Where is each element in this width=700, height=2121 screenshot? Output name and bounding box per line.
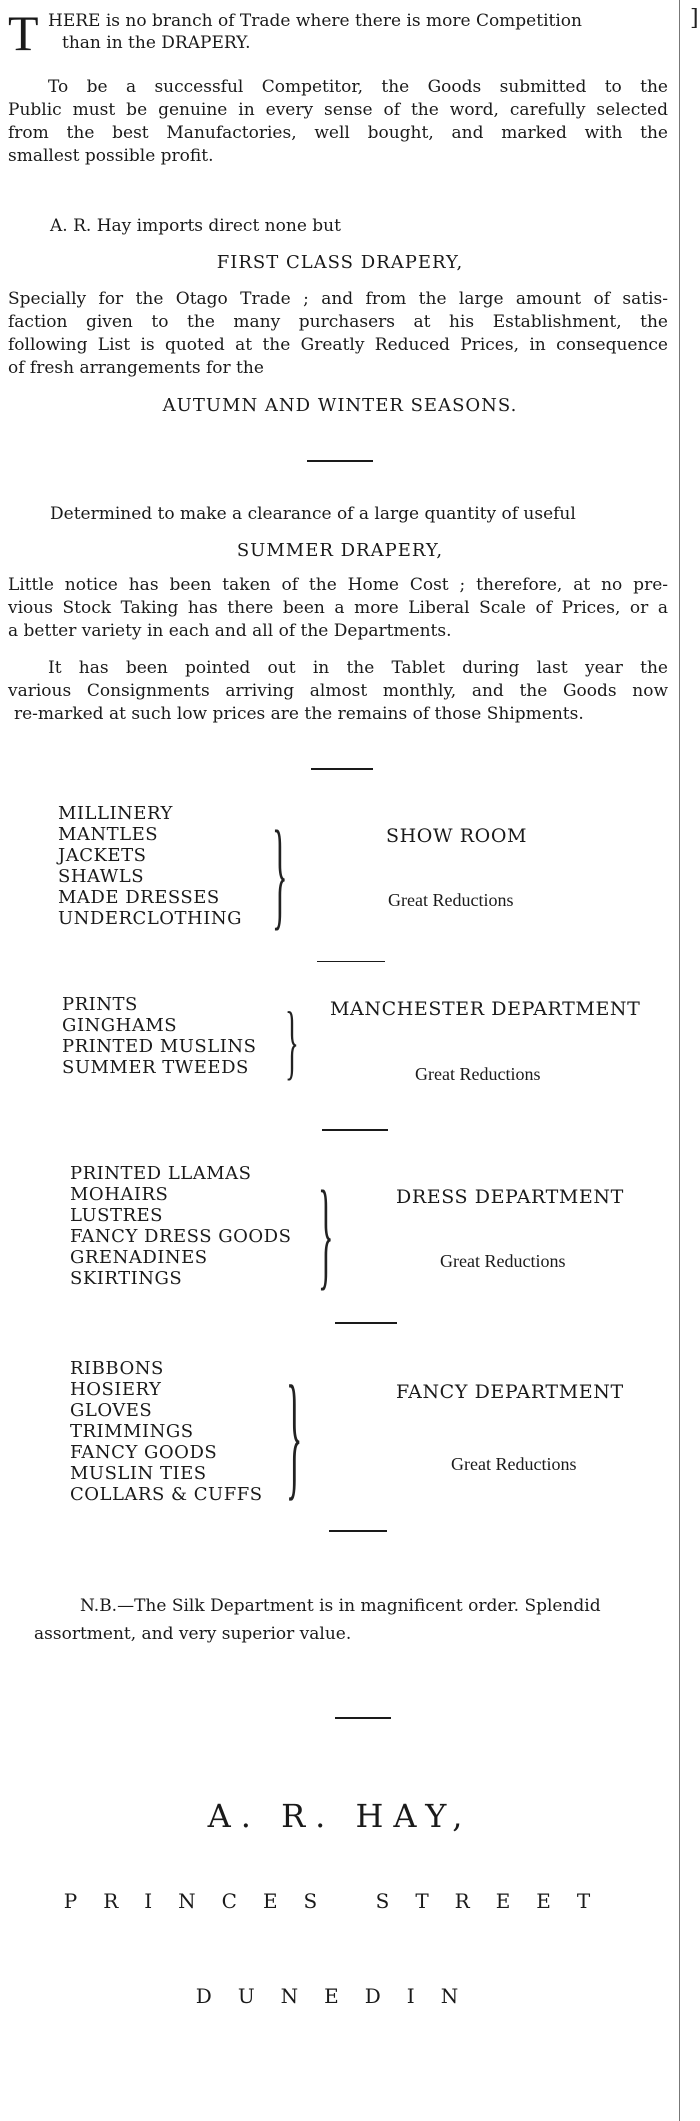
curly-brace-icon: } <box>272 805 288 942</box>
merchant-name: A. R. HAY, <box>207 1797 473 1835</box>
intro-para-line: To be a successful Competitor, the Goods submitted to the <box>48 77 668 97</box>
clearance-para-line: a better variety in each and all of the Departments. <box>8 621 452 641</box>
imports-para-line: faction given to the many purchasers at his Establishment, the <box>8 312 668 332</box>
list-item: MOHAIRS <box>70 1184 169 1205</box>
clearance-para-line: Little notice has been taken of the Home Cost ; therefore, at no pre- <box>8 575 668 595</box>
list-item: HOSIERY <box>70 1379 162 1400</box>
divider <box>317 961 385 962</box>
list-item: MANTLES <box>58 824 159 845</box>
list-item: JACKETS <box>58 845 147 866</box>
divider <box>329 1530 387 1532</box>
list-item: LUSTRES <box>70 1205 163 1226</box>
list-item: FANCY DRESS GOODS <box>70 1226 292 1247</box>
curly-brace-icon: } <box>286 1359 303 1516</box>
imports-line: A. R. Hay imports direct none but <box>50 216 341 236</box>
clearance-para2-line: re-marked at such low prices are the remains of those Shipments. <box>14 704 584 724</box>
intro-para-line: from the best Manufactories, well bought, and marked with the <box>8 123 668 143</box>
list-item: SKIRTINGS <box>70 1268 183 1289</box>
city: DUNEDIN <box>195 1984 485 2008</box>
clearance-para2-line: It has been pointed out in the Tablet during last year the <box>48 658 668 678</box>
department-name: MANCHESTER DEPARTMENT <box>330 998 641 1020</box>
intro-para-line: Public must be genuine in every sense of the word, carefully selected <box>8 100 668 120</box>
seasons-heading: AUTUMN AND WINTER SEASONS. <box>162 395 518 416</box>
intro-line-1: HERE is no branch of Trade where there is more Competition <box>48 11 582 31</box>
department-list-show-room <box>58 803 242 929</box>
list-item: MILLINERY <box>58 803 173 824</box>
department-note: Great Reductions <box>440 1251 566 1271</box>
intro-para-line: smallest possible profit. <box>8 146 214 166</box>
summer-drapery-heading: SUMMER DRAPERY, <box>236 540 444 561</box>
list-item: GRENADINES <box>70 1247 208 1268</box>
divider <box>335 1322 397 1324</box>
street-address: PRINCES STREET <box>63 1889 617 1913</box>
list-item: MADE DRESSES <box>58 887 220 908</box>
department-name: FANCY DEPARTMENT <box>396 1381 624 1403</box>
curly-brace-icon: } <box>318 1165 334 1302</box>
list-item: PRINTED LLAMAS <box>70 1163 252 1184</box>
imports-para-line: of fresh arrangements for the <box>8 358 264 378</box>
list-item: SUMMER TWEEDS <box>62 1057 249 1078</box>
list-item: RIBBONS <box>70 1358 164 1379</box>
list-item: COLLARS & CUFFS <box>70 1484 263 1505</box>
imports-para-line: Specially for the Otago Trade ; and from the large amount of satis- <box>8 289 668 309</box>
list-item: TRIMMINGS <box>70 1421 194 1442</box>
divider <box>311 768 373 770</box>
department-name: DRESS DEPARTMENT <box>396 1186 624 1208</box>
list-item: PRINTS <box>62 994 138 1015</box>
clearance-para2-line: various Consignments arriving almost monthly, and the Goods now <box>8 681 668 701</box>
imports-para-line: following List is quoted at the Greatly Reduced Prices, in consequence <box>8 335 668 355</box>
intro-line-2: than in the DRAPERY. <box>62 33 251 53</box>
department-list-fancy <box>70 1358 263 1505</box>
list-item: MUSLIN TIES <box>70 1463 207 1484</box>
list-item: GLOVES <box>70 1400 153 1421</box>
list-item: SHAWLS <box>58 866 145 887</box>
divider <box>335 1717 391 1719</box>
divider <box>307 460 373 462</box>
nb-line-1: N.B.—The Silk Department is in magnificent order. Splendid <box>80 1596 601 1616</box>
list-item: GINGHAMS <box>62 1015 178 1036</box>
list-item: UNDERCLOTHING <box>58 908 242 929</box>
department-note: Great Reductions <box>415 1064 541 1084</box>
nb-line-2: assortment, and very superior value. <box>34 1624 352 1644</box>
first-class-heading: FIRST CLASS DRAPERY, <box>216 252 464 273</box>
list-item: FANCY GOODS <box>70 1442 218 1463</box>
curly-brace-icon: } <box>285 994 299 1088</box>
clearance-para-line: vious Stock Taking has there been a more Liberal Scale of Prices, or a <box>8 598 668 618</box>
clearance-line: Determined to make a clearance of a large quantity of useful <box>50 504 576 524</box>
edge-bracket-mark: ] <box>690 6 699 31</box>
department-note: Great Reductions <box>388 890 514 910</box>
list-item: PRINTED MUSLINS <box>62 1036 257 1057</box>
divider <box>322 1129 388 1131</box>
department-list-dress <box>70 1163 291 1289</box>
department-name: SHOW ROOM <box>386 825 528 847</box>
department-list-manchester <box>62 994 256 1078</box>
drop-cap: T <box>8 5 39 61</box>
department-note: Great Reductions <box>451 1454 577 1474</box>
